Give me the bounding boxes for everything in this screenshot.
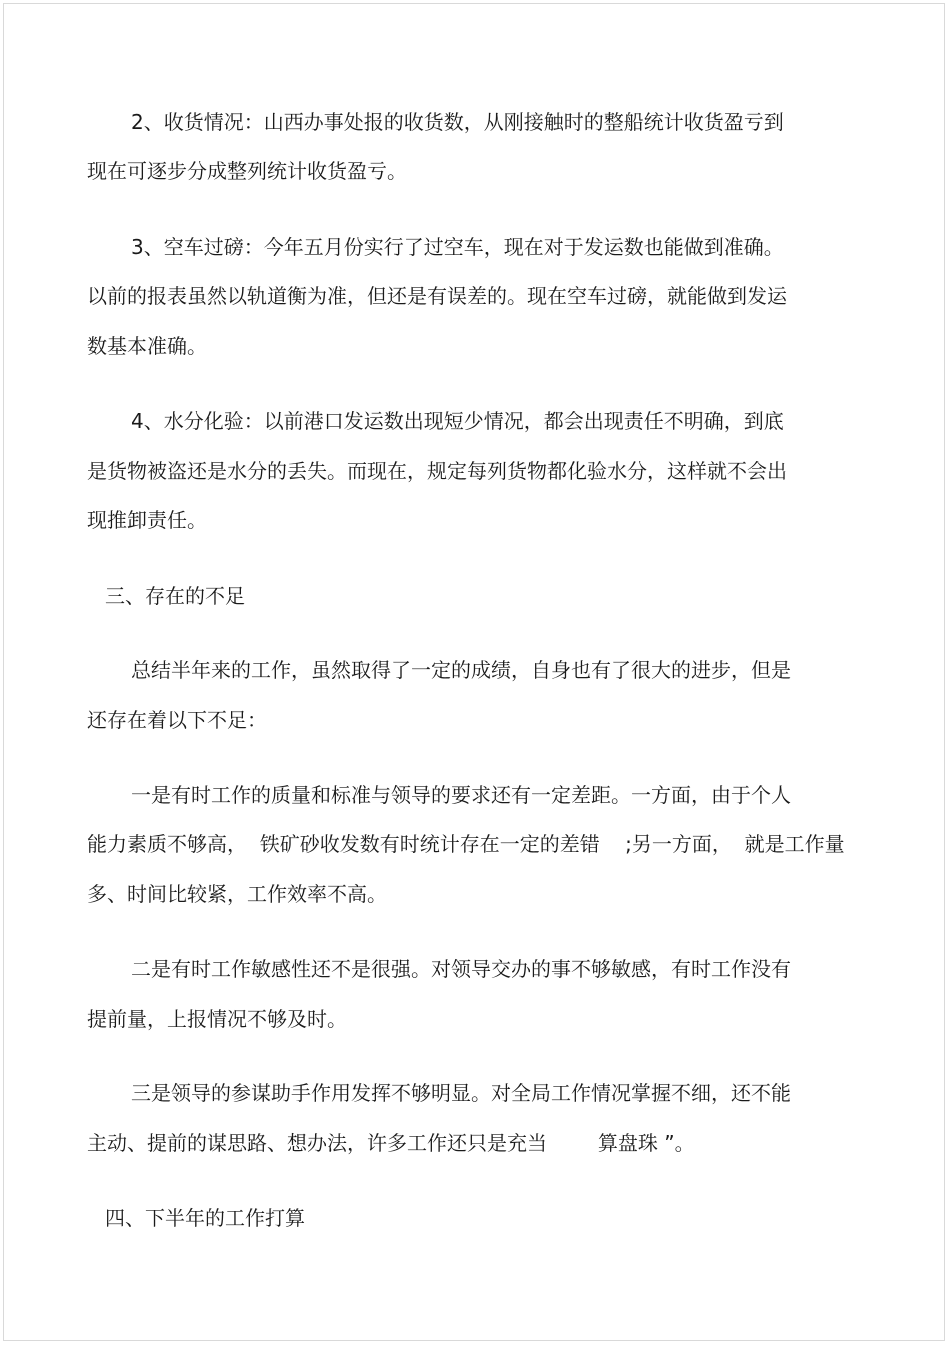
paragraph-3-line-2: 是货物被盗还是水分的丢失。而现在，规定每列货物都化验水分，这样就不会出 (87, 459, 787, 483)
paragraph-7-line-1: 三是领导的参谋助手作用发挥不够明显。对全局工作情况掌握不细，还不能 (131, 1081, 791, 1105)
paragraph-5-line-3: 多、时间比较紧，工作效率不高。 (87, 882, 387, 906)
paragraph-2-line-3: 数基本准确。 (87, 334, 207, 358)
paragraph-5-line-1: 一是有时工作的质量和标准与领导的要求还有一定差距。一方面，由于个人 (131, 783, 791, 807)
paragraph-7-line-2: 主动、提前的谋思路、想办法，许多工作还只是充当 算盘珠 ”。 (87, 1131, 695, 1155)
paragraph-2-line-1: 3、空车过磅：今年五月份实行了过空车，现在对于发运数也能做到准确。 (131, 235, 784, 259)
paragraph-5-line-2: 能力素质不够高， 铁矿砂收发数有时统计存在一定的差错 ;另一方面， 就是工作量 (87, 832, 845, 856)
paragraph-4-line-2: 还存在着以下不足： (87, 708, 267, 732)
section-heading-second-half-plan: 四、下半年的工作打算 (105, 1206, 305, 1230)
paragraph-3-line-1: 4、水分化验：以前港口发运数出现短少情况，都会出现责任不明确，到底 (131, 409, 784, 433)
paragraph-3-line-3: 现推卸责任。 (87, 508, 207, 532)
paragraph-6-line-2: 提前量，上报情况不够及时。 (87, 1007, 347, 1031)
document-page (3, 3, 945, 1341)
section-heading-shortcomings: 三、存在的不足 (105, 584, 245, 608)
paragraph-1-line-2: 现在可逐步分成整列统计收货盈亏。 (87, 159, 407, 183)
paragraph-1-line-1: 2、收货情况：山西办事处报的收货数，从刚接触时的整船统计收货盈亏到 (131, 110, 784, 134)
paragraph-4-line-1: 总结半年来的工作，虽然取得了一定的成绩，自身也有了很大的进步，但是 (131, 658, 791, 682)
paragraph-6-line-1: 二是有时工作敏感性还不是很强。对领导交办的事不够敏感，有时工作没有 (131, 957, 791, 981)
paragraph-2-line-2: 以前的报表虽然以轨道衡为准，但还是有误差的。现在空车过磅，就能做到发运 (87, 284, 787, 308)
